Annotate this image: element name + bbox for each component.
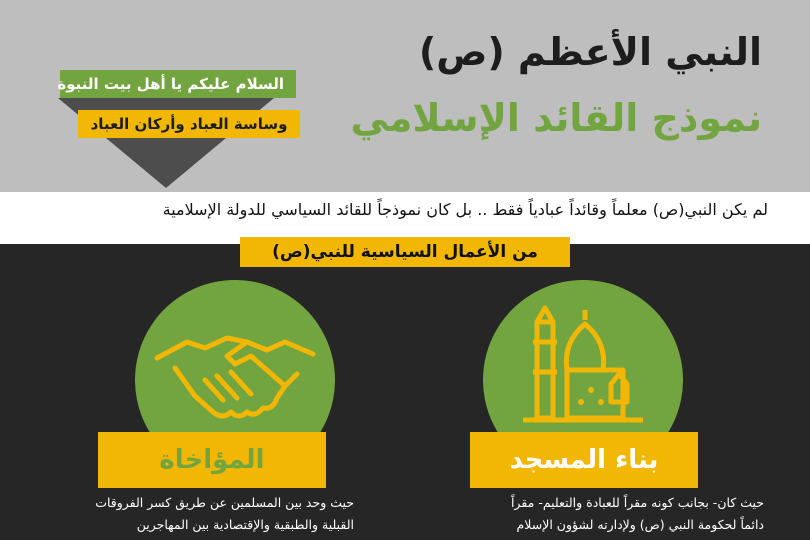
section-label: من الأعمال السياسية للنبي(ص) [240, 237, 570, 267]
brotherhood-description: حيث وحد بين المسلمين عن طريق كسر الفروقات القبلية والطبقية والإقتصادية بين المهاجرين [95, 495, 354, 532]
greeting-tag-secondary: وساسة العباد وأركان العباد [78, 110, 300, 138]
header-section [0, 0, 810, 192]
mosque-card-title: بناء المسجد [470, 432, 698, 488]
brotherhood-card-title: المؤاخاة [98, 432, 326, 488]
page-title: النبي الأعظم (ص) [418, 30, 762, 74]
mosque-description: حيث كان- بجانب كونه مقراً للعبادة والتعليم- مقراً دائماً لحكومة النبي (ص) ولإدارته لشؤون الإسلام [510, 495, 764, 532]
page-subtitle: نموذج القائد الإسلامي [350, 96, 762, 140]
intro-text: لم يكن النبي(ص) معلماً وقائداً عبادياً فقط .. بل كان نموذجاً للقائد السياسي للدولة الإسلامية [162, 200, 768, 219]
greeting-tag: السلام عليكم يا أهل بيت النبوة [60, 70, 296, 98]
